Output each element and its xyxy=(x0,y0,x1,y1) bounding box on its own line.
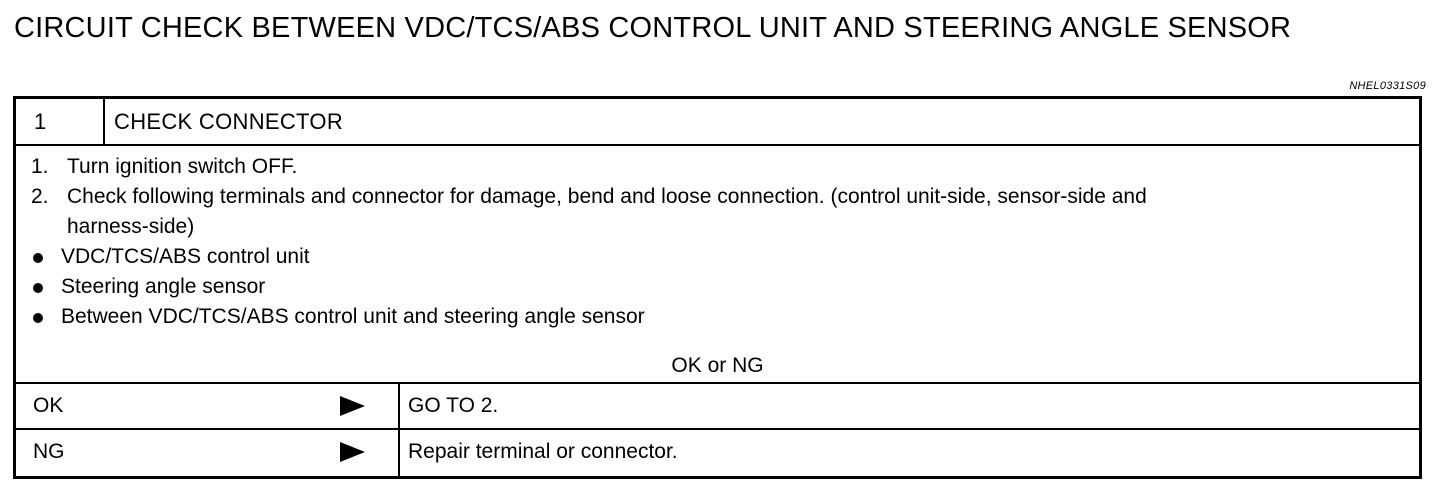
arrow-right-icon xyxy=(340,396,365,416)
instruction-number: 2. xyxy=(31,185,49,208)
bullet-icon xyxy=(33,283,43,293)
document-title: CIRCUIT CHECK BETWEEN VDC/TCS/ABS CONTROL UNIT AND STEERING ANGLE SENSOR xyxy=(14,12,1292,44)
column-divider xyxy=(398,430,400,476)
result-row-ng xyxy=(16,430,1419,476)
bullet-text: VDC/TCS/ABS control unit xyxy=(61,245,310,268)
bullet-text: Between VDC/TCS/ABS control unit and steering angle sensor xyxy=(61,305,645,328)
result-action: Repair terminal or connector. xyxy=(408,440,678,463)
inspection-table xyxy=(13,96,1422,479)
step-number: 1 xyxy=(16,99,105,144)
result-prompt: OK or NG xyxy=(671,354,764,377)
instruction-text: harness-side) xyxy=(67,215,195,238)
bullet-icon xyxy=(33,253,43,263)
result-action: GO TO 2. xyxy=(408,394,499,417)
bullet-icon xyxy=(33,313,43,323)
reference-code: NHEL0331S09 xyxy=(1349,80,1426,92)
result-label: OK xyxy=(33,394,64,417)
column-divider xyxy=(398,384,400,428)
step-header xyxy=(16,99,1419,146)
instruction-text: Check following terminals and connector for damage, bend and loose connection. (control unit-side, sensor-side and xyxy=(67,185,1147,208)
instructions-panel xyxy=(16,146,1419,384)
instruction-text: Turn ignition switch OFF. xyxy=(67,155,298,178)
result-label: NG xyxy=(33,440,65,463)
bullet-text: Steering angle sensor xyxy=(61,275,266,298)
arrow-right-icon xyxy=(340,442,365,462)
instruction-number: 1. xyxy=(31,155,49,178)
step-title: CHECK CONNECTOR xyxy=(114,109,344,134)
result-row-ok xyxy=(16,384,1419,430)
